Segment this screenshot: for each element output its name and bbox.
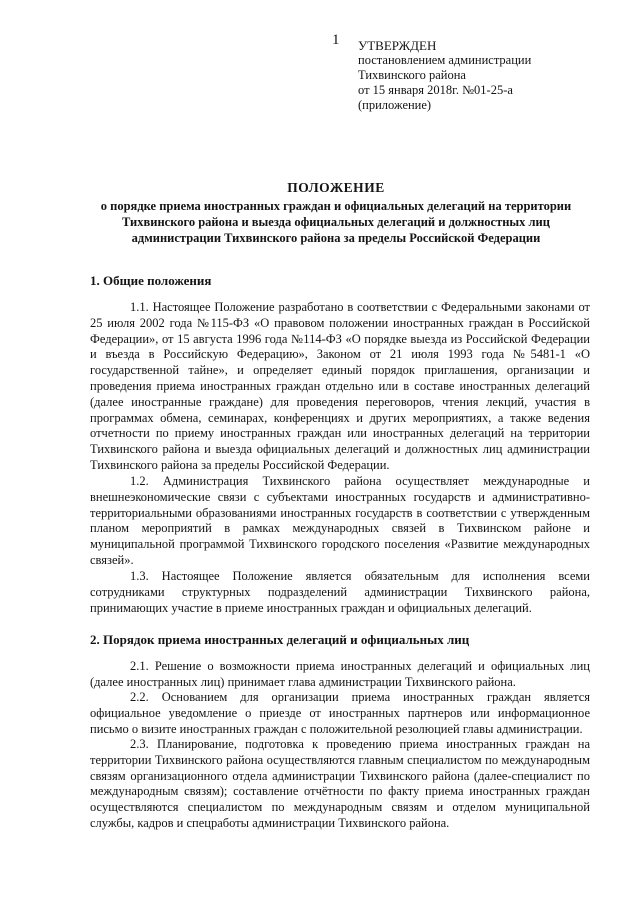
document-title: ПОЛОЖЕНИЕ <box>287 180 385 195</box>
approval-line-3: от 15 января 2018г. №01-25-а <box>358 83 513 97</box>
section-heading-reception: 2. Порядок приема иностранных делегаций и официальных лиц <box>90 632 470 647</box>
paragraph-2-2: 2.2. Основанием для организации приема иностранных граждан является официальное уведомление о приезде от иностранных партнеров или информационное письмо о визите иностранных граждан с положительной резолюцией главы администрации. <box>90 690 590 736</box>
approval-line-1: постановлением администрации <box>358 53 532 67</box>
paragraph-1-3: 1.3. Настоящее Положение является обязательным для исполнения всеми сотрудниками структурных подразделений администрации Тихвинского района, принимающих участие в приеме иностранных граждан и официальных делегаций. <box>90 569 590 615</box>
approval-stamp <box>358 38 531 113</box>
paragraph-2-3: 2.3. Планирование, подготовка к проведению приема иностранных граждан на территории Тихвинского района осуществляются главным специалистом по международным связям организационного отдела администрации Тихвинского района (далее-специалист по международным связям); составление отчётности по факту приема иностранных граждан осуществляются специалистом по международным связям и отделом муниципальной службы, кадров и спецработы администрации Тихвинского района. <box>90 737 590 830</box>
paragraph-2-1: 2.1. Решение о возможности приема иностранных делегаций и официальных лиц (далее иностранных лиц) принимает глава администрации Тихвинского района. <box>90 659 590 689</box>
section-heading-general: 1. Общие положения <box>90 273 212 288</box>
approval-line-2: Тихвинского района <box>358 68 466 82</box>
approval-line-4: (приложение) <box>358 98 432 112</box>
title-block <box>80 180 592 246</box>
paragraph-1-1: 1.1. Настоящее Положение разработано в соответствии с Федеральными законами от 25 июля 2002 года №115-ФЗ «О правовом положении иностранных граждан в Российской Федерации», от 15 августа 1996 года №114-ФЗ «О порядке выезда из Российской Федерации и въезда в Российскую Федерацию», Законом от 21 июля 1993 года №5481-1 «О государственной тайне», и определяет единый порядок приглашения, организации и проведения приема иностранных граждан отдельно или в составе иностранных делегаций (далее иностранные граждане) для проведения переговоров, чтения лекций, участия в программах обмена, семинарах, конференциях и других мероприятиях, а также ведения отчетности по приему иностранных граждан или иностранных делегаций на территории Тихвинского района и выезда официальных делегаций и должностных лиц администрации Тихвинского района за пределы Российской Федерации. <box>90 300 590 472</box>
page-number: 1 <box>332 32 340 48</box>
document-subtitle: о порядке приема иностранных граждан и официальных делегаций на территории Тихвинского района и выезда официальных делегаций и должностных лиц администрации Тихвинского района за пределы Российской Федерации <box>100 199 572 245</box>
paragraph-1-2: 1.2. Администрация Тихвинского района осуществляет международные и внешнеэкономические связи с субъектами иностранных государств и административно-территориальными образованиями иностранных государств в соответствии с утвержденным планом мероприятий в рамках международных связей в Тихвинском районе и муниципальной программой Тихвинского городского поселения «Развитие международных связей». <box>90 474 590 567</box>
approval-heading: УТВЕРЖДЕН <box>358 38 437 53</box>
